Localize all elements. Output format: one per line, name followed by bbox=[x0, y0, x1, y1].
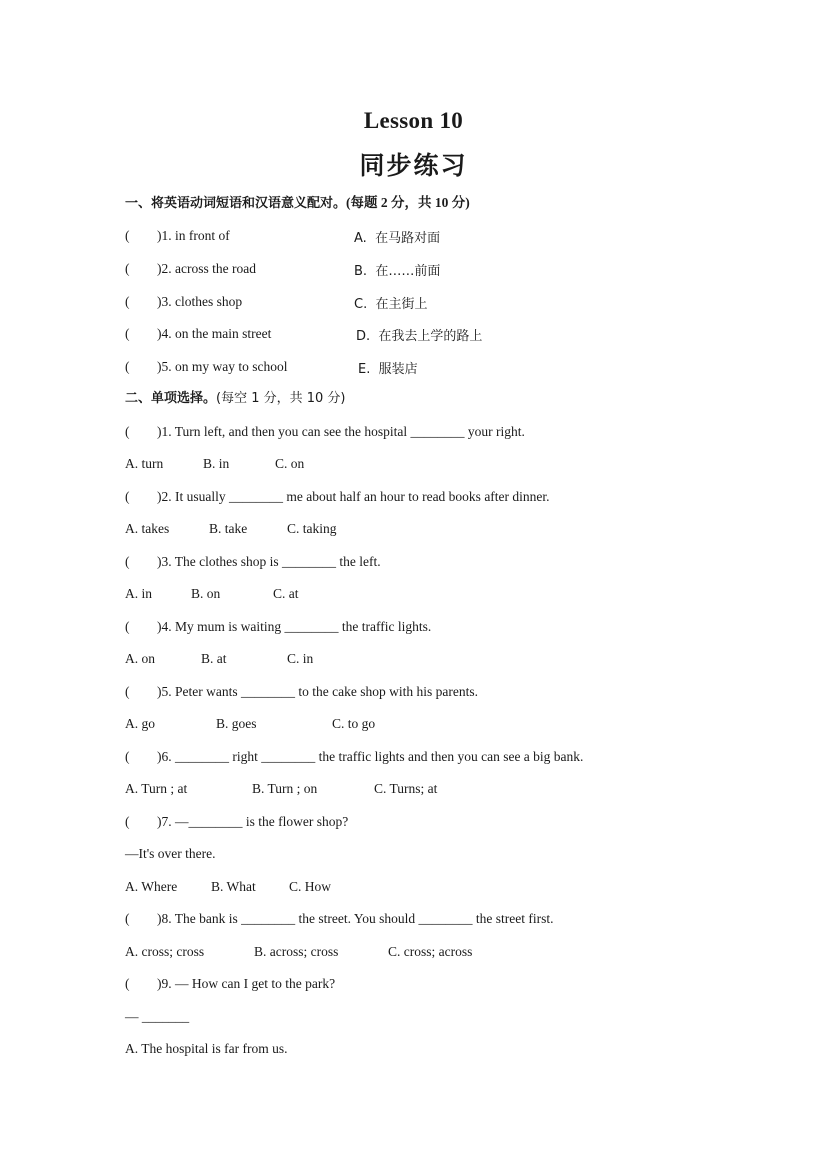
match-option-a: A. 在马路对面 bbox=[354, 231, 441, 246]
match-item-5: ( )5. on my way to school bbox=[125, 359, 288, 374]
section1-heading bbox=[125, 194, 470, 213]
question-4: ( )4. My mum is waiting ________ the traffic lights. bbox=[125, 619, 432, 634]
section1-note: (每题 2 分，共 10 分) bbox=[346, 195, 470, 210]
section2-title: 二、单项选择。 bbox=[125, 391, 217, 406]
q1-option-c: C. on bbox=[275, 456, 305, 471]
q2-option-a: A. takes bbox=[125, 521, 170, 536]
question-5: ( )5. Peter wants ________ to the cake shop with his parents. bbox=[125, 684, 478, 699]
lesson-title: Lesson 10 bbox=[363, 108, 464, 133]
question-7: ( )7. —________ is the flower shop? bbox=[125, 814, 349, 829]
question-6: ( )6. ________ right ________ the traffic lights and then you can see a big bank. bbox=[125, 749, 584, 764]
q6-option-c: C. Turns; at bbox=[374, 781, 438, 796]
q3-option-c: C. at bbox=[273, 586, 299, 601]
question-7-reply: —It's over there. bbox=[125, 846, 216, 861]
q4-option-a: A. on bbox=[125, 651, 155, 666]
q6-option-b: B. Turn ; on bbox=[252, 781, 318, 796]
question-1: ( )1. Turn left, and then you can see the hospital ________ your right. bbox=[125, 424, 525, 439]
question-9-reply: — _______ bbox=[125, 1009, 190, 1024]
match-option-e: E. 服装店 bbox=[358, 362, 418, 377]
match-item-3: ( )3. clothes shop bbox=[125, 294, 243, 309]
match-item-4: ( )4. on the main street bbox=[125, 326, 272, 341]
q4-option-b: B. at bbox=[201, 651, 227, 666]
q8-option-a: A. cross; cross bbox=[125, 944, 205, 959]
question-3: ( )3. The clothes shop is ________ the left. bbox=[125, 554, 381, 569]
q8-option-b: B. across; cross bbox=[254, 944, 339, 959]
match-option-d: D. 在我去上学的路上 bbox=[356, 329, 483, 344]
q3-option-a: A. in bbox=[125, 586, 152, 601]
question-9-option-a: A. The hospital is far from us. bbox=[125, 1041, 288, 1056]
section1-title: 一、将英语动词短语和汉语意义配对。 bbox=[125, 196, 347, 211]
match-item-1: ( )1. in front of bbox=[125, 228, 230, 243]
question-2: ( )2. It usually ________ me about half an hour to read books after dinner. bbox=[125, 489, 550, 504]
q6-option-a: A. Turn ; at bbox=[125, 781, 188, 796]
section2-note: (每空 1 分，共 10 分) bbox=[216, 391, 346, 406]
q1-option-b: B. in bbox=[203, 456, 230, 471]
q4-option-c: C. in bbox=[287, 651, 314, 666]
lesson-subtitle: 同步练习 bbox=[359, 151, 468, 180]
q2-option-c: C. taking bbox=[287, 521, 337, 536]
match-item-2: ( )2. across the road bbox=[125, 261, 256, 276]
q3-option-b: B. on bbox=[191, 586, 221, 601]
match-option-b: B. 在……前面 bbox=[354, 264, 441, 279]
q1-option-a: A. turn bbox=[125, 456, 164, 471]
q5-option-a: A. go bbox=[125, 716, 155, 731]
q5-option-b: B. goes bbox=[216, 716, 257, 731]
match-option-c: C. 在主街上 bbox=[354, 297, 428, 312]
section2-heading bbox=[125, 390, 346, 408]
question-9: ( )9. — How can I get to the park? bbox=[125, 976, 336, 991]
q5-option-c: C. to go bbox=[332, 716, 376, 731]
question-8: ( )8. The bank is ________ the street. You should ________ the street first. bbox=[125, 911, 554, 926]
q8-option-c: C. cross; across bbox=[388, 944, 473, 959]
q7-option-b: B. What bbox=[211, 879, 256, 894]
q2-option-b: B. take bbox=[209, 521, 248, 536]
q7-option-a: A. Where bbox=[125, 879, 178, 894]
q7-option-c: C. How bbox=[289, 879, 332, 894]
